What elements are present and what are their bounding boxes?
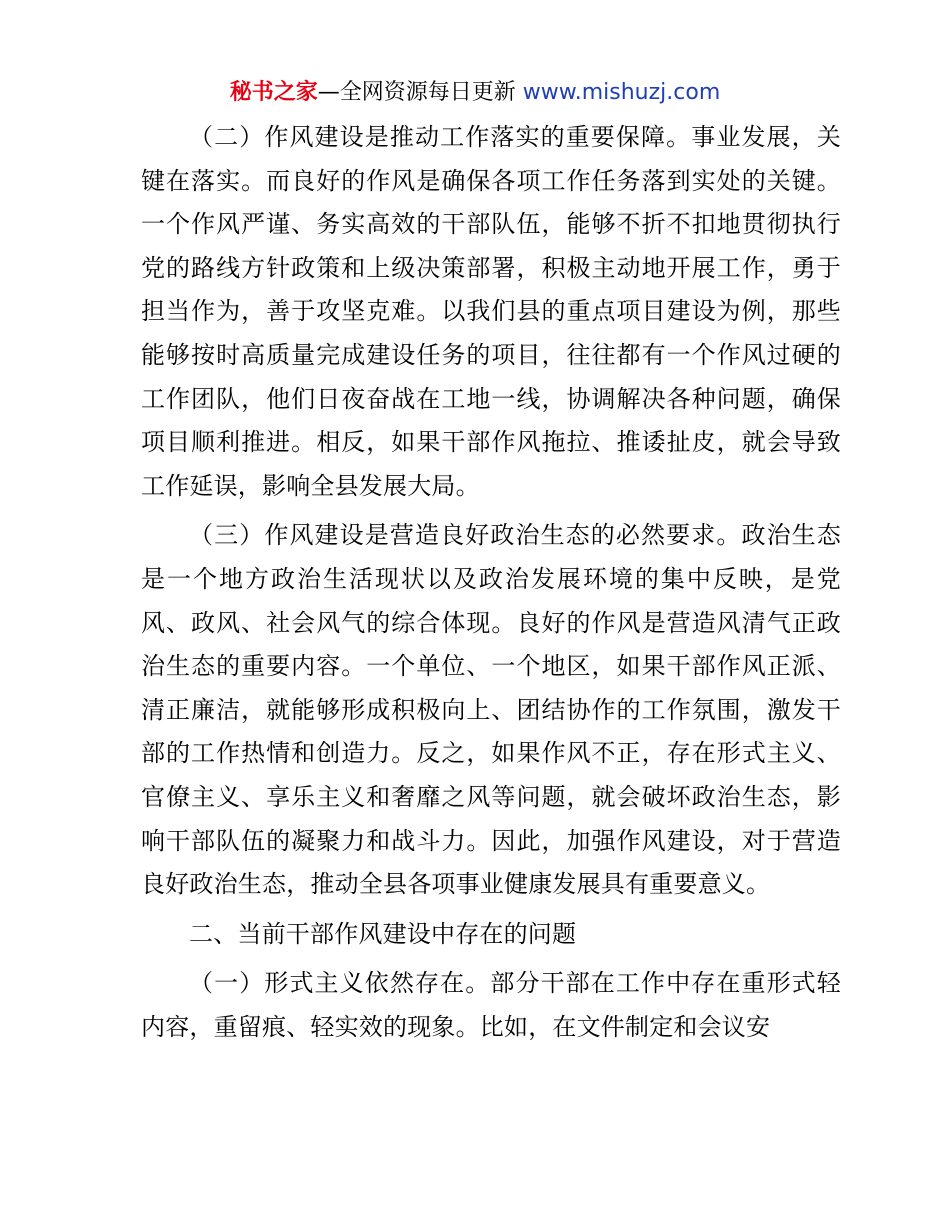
site-brand: 秘书之家 xyxy=(229,80,318,105)
site-header xyxy=(0,76,950,110)
document-body xyxy=(141,116,841,1049)
paragraph: （一）形式主义依然存在。部分干部在工作中存在重形式轻内容，重留痕、轻实效的现象。比如，在文件制定和会议安 xyxy=(141,969,841,1041)
paragraph: （三）作风建设是营造良好政治生态的必然要求。政治生态是一个地方政治生活现状以及政治发展环境的集中反映，是党风、政风、社会风气的综合体现。良好的作风是营造风清气正政治生态的重要内容。一个单位、一个地区，如果干部作风正派、清正廉洁，就能够形成积极向上、团结协作的工作氛围，激发干部的工作热情和创造力。反之，如果作风不正，存在形式主义、官僚主义、享乐主义和奢靡之风等问题，就会破坏政治生态，影响干部队伍的凝聚力和战斗力。因此，加强作风建设，对于营造良好政治生态，推动全县各项事业健康发展具有重要意义。 xyxy=(141,521,841,899)
site-tagline: —全网资源每日更新 xyxy=(317,80,523,105)
site-url-link[interactable]: www.mishuzj.com xyxy=(522,80,721,105)
paragraph: （二）作风建设是推动工作落实的重要保障。事业发展，关键在落实。而良好的作风是确保各项工作任务落到实处的关键。一个作风严谨、务实高效的干部队伍，能够不折不扣地贯彻执行党的路线方针政策和上级决策部署，积极主动地开展工作，勇于担当作为，善于攻坚克难。以我们县的重点项目建设为例，那些能够按时高质量完成建设任务的项目，往往都有一个作风过硬的工作团队，他们日夜奋战在工地一线，协调解决各种问题，确保项目顺利推进。相反，如果干部作风拖拉、推诿扯皮，就会导致工作延误，影响全县发展大局。 xyxy=(141,123,841,500)
section-heading: 二、当前干部作风建设中存在的问题 xyxy=(189,919,577,948)
